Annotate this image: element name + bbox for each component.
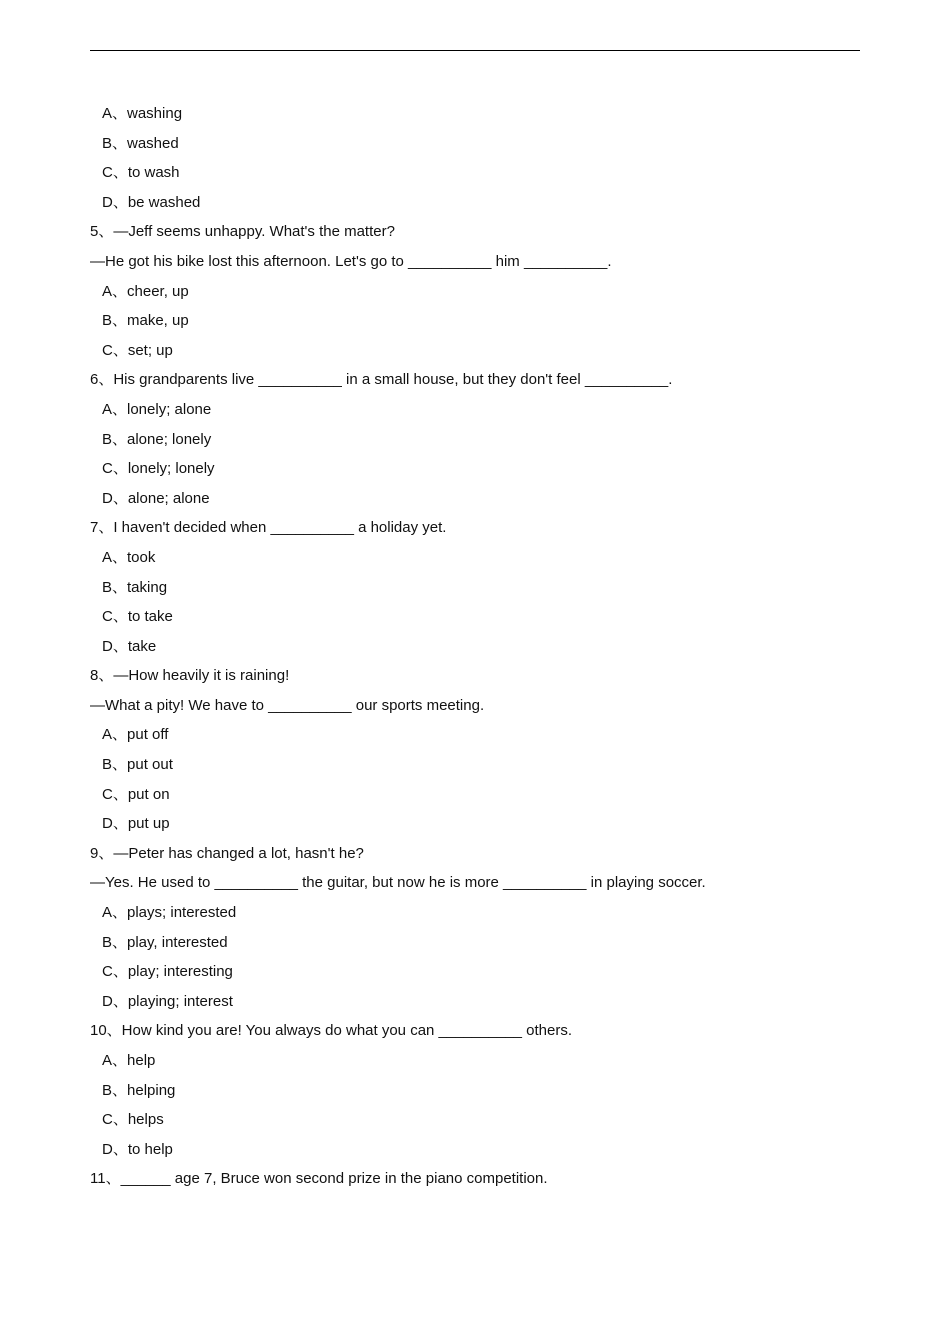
answer-option: A、took — [102, 548, 156, 566]
answer-option: D、alone; alone — [102, 489, 210, 507]
question-text: —Yes. He used to __________ the guitar, but now he is more __________ in playing soccer. — [90, 874, 706, 892]
question-text: 11、______ age 7, Bruce won second prize in the piano competition. — [90, 1170, 548, 1188]
answer-option: D、playing; interest — [102, 992, 233, 1010]
question-text: 9、—Peter has changed a lot, hasn't he? — [90, 844, 364, 862]
answer-option: B、taking — [102, 578, 168, 596]
answer-option: B、make, up — [102, 312, 189, 330]
answer-option: C、put on — [102, 785, 170, 803]
answer-option: A、plays; interested — [102, 904, 237, 922]
answer-option: B、alone; lonely — [102, 430, 212, 448]
answer-option: B、helping — [102, 1081, 176, 1099]
answer-option: C、set; up — [102, 341, 173, 359]
question-text: 10、How kind you are! You always do what you can __________ others. — [90, 1022, 572, 1040]
document-body — [90, 99, 860, 1194]
answer-option: D、to help — [102, 1140, 173, 1158]
answer-option: C、lonely; lonely — [102, 460, 215, 478]
answer-option: D、take — [102, 637, 157, 655]
answer-option: B、put out — [102, 756, 173, 774]
answer-option: A、washing — [102, 105, 183, 122]
answer-option: C、to wash — [102, 164, 180, 182]
question-text: 8、—How heavily it is raining! — [90, 667, 290, 685]
answer-option: B、washed — [102, 134, 179, 152]
question-text: 6、His grandparents live __________ in a small house, but they don't feel __________. — [90, 371, 673, 389]
answer-option: A、put off — [102, 726, 169, 744]
question-text: —What a pity! We have to __________ our sports meeting. — [90, 696, 485, 714]
answer-option: A、help — [102, 1052, 156, 1069]
answer-option: D、put up — [102, 815, 170, 833]
question-text: 5、—Jeff seems unhappy. What's the matter? — [90, 223, 395, 241]
answer-option: B、play, interested — [102, 933, 228, 951]
question-text: —He got his bike lost this afternoon. Let's go to __________ him __________. — [90, 252, 612, 270]
answer-option: A、lonely; alone — [102, 400, 212, 418]
header-rule — [90, 50, 860, 51]
answer-option: D、be washed — [102, 193, 201, 211]
answer-option: C、play; interesting — [102, 963, 233, 981]
answer-option: C、helps — [102, 1111, 164, 1129]
question-text: 7、I haven't decided when __________ a holiday yet. — [90, 519, 447, 537]
answer-option: A、cheer, up — [102, 282, 189, 300]
answer-option: C、to take — [102, 608, 173, 626]
